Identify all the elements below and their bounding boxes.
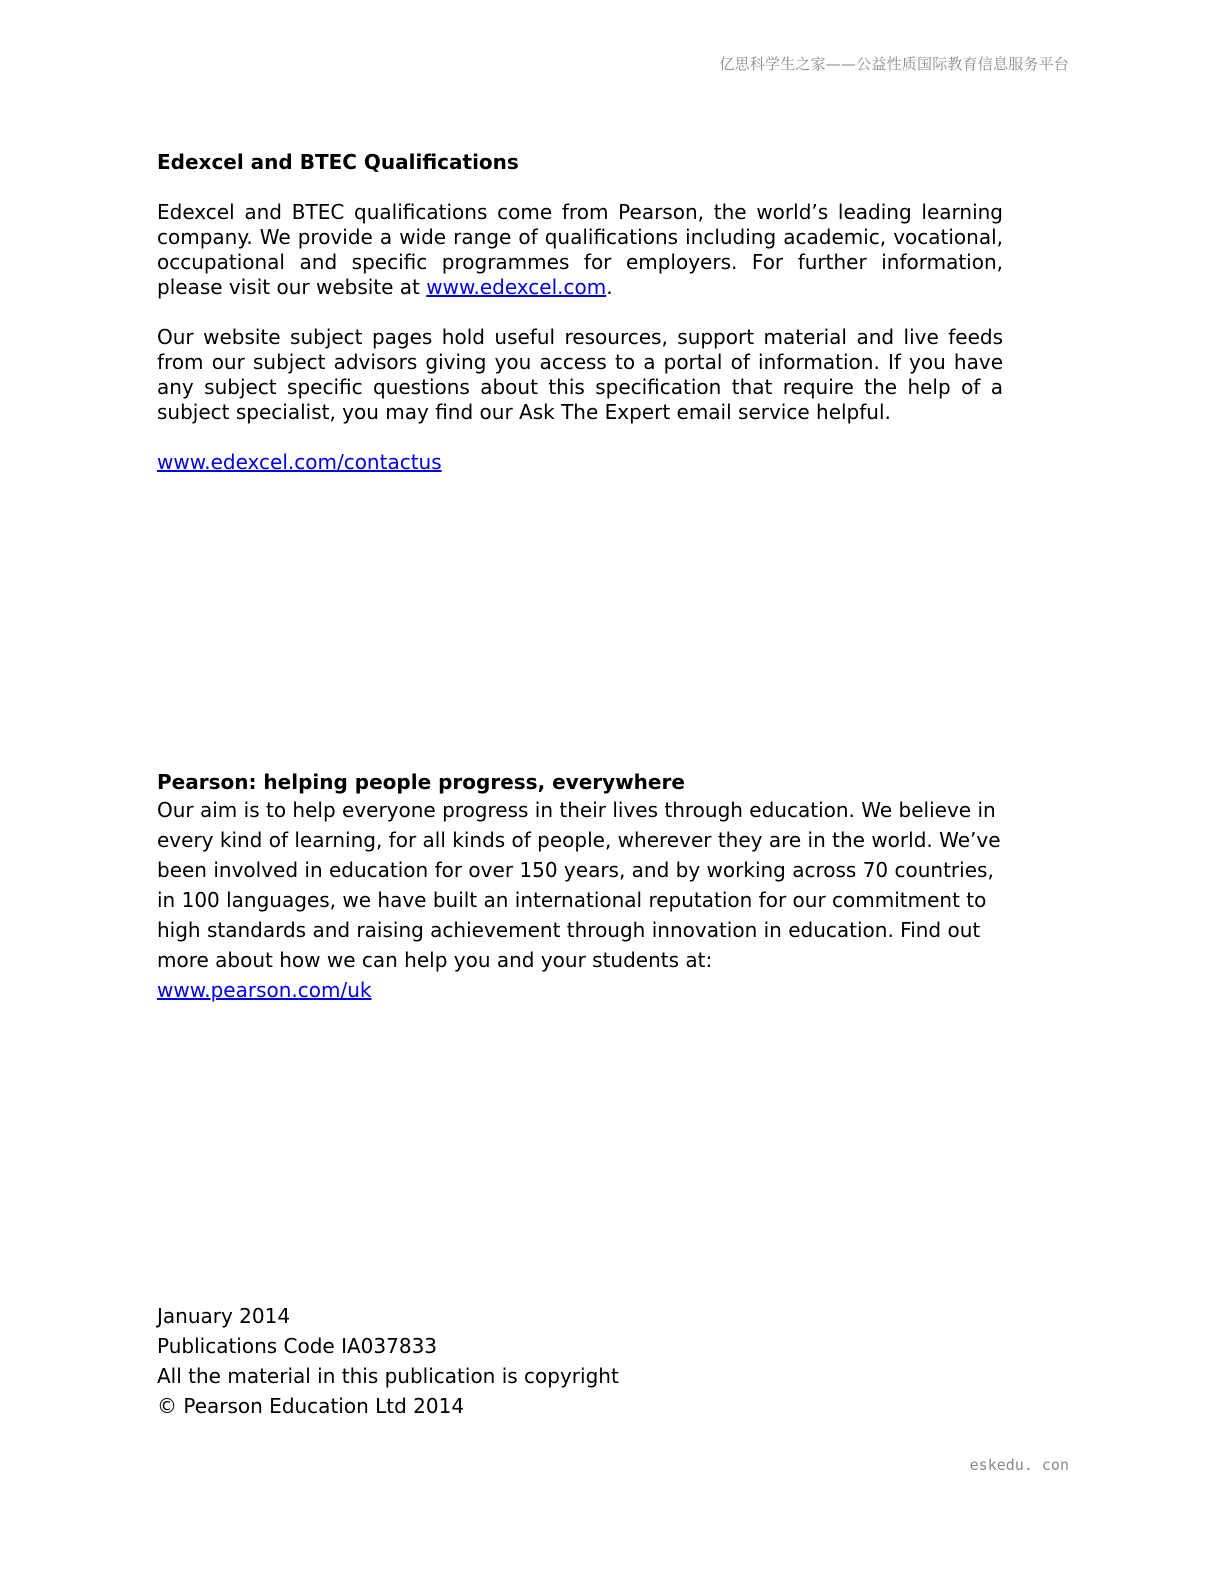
contact-us-link[interactable]: www.edexcel.com/contactus [157, 450, 442, 474]
subject-pages-paragraph: Our website subject pages hold useful resources, support material and live feeds from our subject advisors giving you access to a portal of information. If you have any subject specific questions about this specification that require the help of a subject specialist, you may find our Ask The Expert email service helpful. [157, 325, 1003, 424]
copyright-holder: © Pearson Education Ltd 2014 [157, 1394, 465, 1418]
pearson-heading: Pearson: helping people progress, everywhere [157, 770, 685, 794]
publication-code: Publications Code IA037833 [157, 1334, 438, 1358]
edexcel-website-link[interactable]: www.edexcel.com [426, 275, 607, 299]
publication-date: January 2014 [157, 1304, 291, 1328]
intro-text: Edexcel and BTEC qualifications come from Pearson, the world’s leading learning company. We provide a wide range of qualifications including academic, vocational, occupational and specific programmes for employers. For further information, please visit our website at [157, 200, 1003, 299]
watermark-top: 亿思科学生之家——公益性质国际教育信息服务平台 [719, 55, 1069, 73]
qualifications-heading: Edexcel and BTEC Qualifications [157, 150, 519, 174]
qualifications-intro [157, 200, 1003, 300]
watermark-bottom: eskedu. con [969, 1456, 1069, 1474]
pearson-body: Our aim is to help everyone progress in their lives through education. We believe in every kind of learning, for all kinds of people, wherever they are in the world. We’ve been involved in education for over 150 years, and by working across 70 countries, in 100 languages, we have built an international reputation for our commitment to high standards and raising achievement through innovation in education. Find out more about how we can help you and your students at: [157, 798, 1001, 972]
qualifications-section [157, 150, 1003, 475]
pearson-section [157, 770, 1003, 1005]
copyright-statement: All the material in this publication is copyright [157, 1364, 619, 1388]
intro-end: . [606, 275, 613, 299]
imprint-section [157, 1301, 1003, 1421]
pearson-uk-link[interactable]: www.pearson.com/uk [157, 978, 372, 1002]
